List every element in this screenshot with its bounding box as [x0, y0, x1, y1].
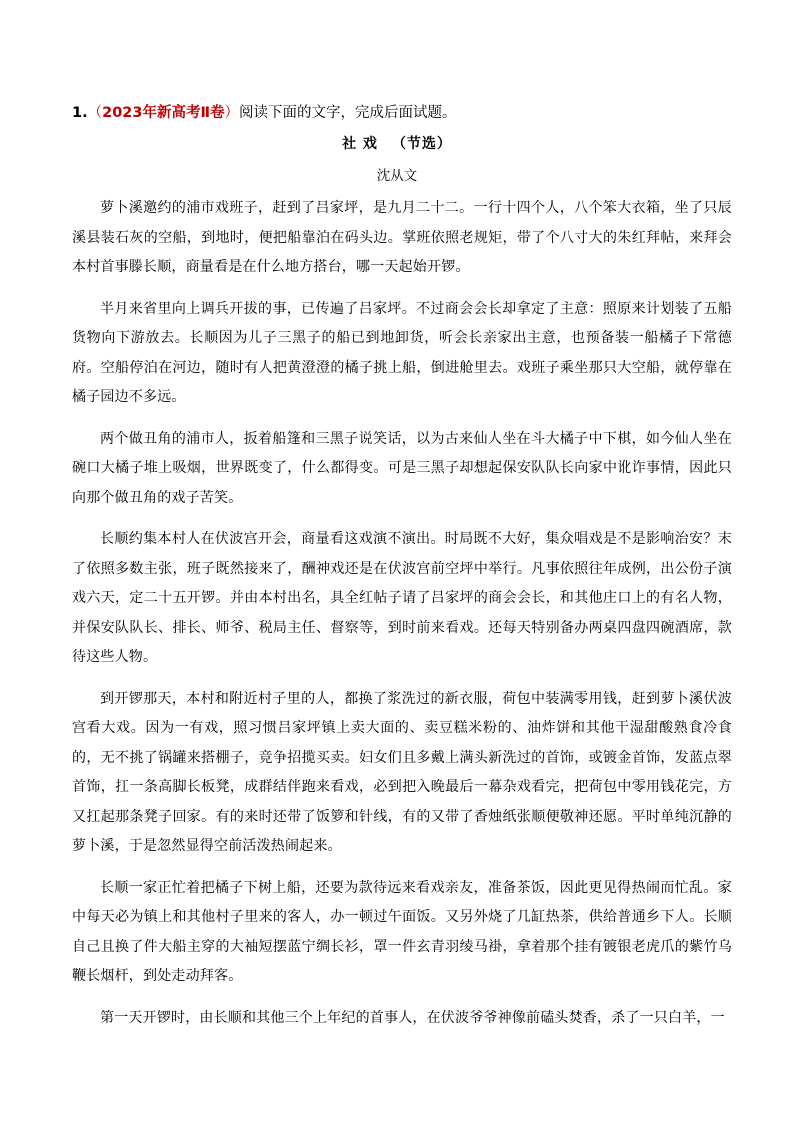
paragraph: 到开锣那天，本村和附近村子里的人，都换了浆洗过的新衣服，荷包中装满零用钱，赶到萝卜溪伏波宫看大戏。因为一有戏，照习惯吕家坪镇上卖大面的、卖豆糕米粉的、油炸饼和其他干湿甜酸熟食冷食的，无不挑了锅罐来搭棚子，竞争招揽买卖。妇女们且多戴上满头新洗过的首饰，或镀金首饰，发蓝点翠首饰，扛一条高脚长板凳，成群结伴跑来看戏，必到把入晚最后一幕杂戏看完，把荷包中零用钱花完，方又扛起那条凳子回家。有的来时还带了饭箩和针线，有的又带了香烛纸张顺便敬神还愿。平时单纯沉静的萝卜溪，于是忽然显得空前活泼热闹起来。	[72, 690, 732, 854]
question-source	[88, 105, 239, 121]
paragraph: 长顺一家正忙着把橘子下树上船，还要为款待远来看戏亲友，准备茶饭，因此更见得热闹而忙乱。家中每天必为镇上和其他村子里来的客人，办一顿过午面饭。又另外烧了几缸热茶，供给普通乡下人。长顺自己且换了件大船主穿的大袖短摆蓝宁绸长衫，罩一件玄青羽绫马褂，拿着那个挂有镀银老虎爪的紫竹乌鞭长烟杆，到处走动拜客。	[72, 879, 732, 984]
question-header	[72, 103, 732, 123]
source-open-paren: （	[87, 105, 103, 121]
paragraph: 第一天开锣时，由长顺和其他三个上年纪的首事人，在伏波爷爷神像前磕头焚香，杀了一只白羊，一	[100, 1009, 725, 1026]
source-close-paren: ）	[224, 105, 240, 121]
passage-author: 沈从文	[376, 168, 418, 184]
passage-title: 社 戏	[342, 136, 378, 152]
passage-subtitle: （节选）	[391, 136, 452, 152]
paragraph: 萝卜溪邀约的浦市戏班子，赶到了吕家坪，是九月二十二。一行十四个人，八个笨大衣箱，坐了只辰溪县装石灰的空船，到地时，便把船靠泊在码头边。掌班依照老规矩，带了个八寸大的朱红拜帖，来拜会本村首事滕长顺，商量看是在什么地方搭台，哪一天起始开锣。	[72, 200, 732, 275]
paragraph: 长顺约集本村人在伏波宫开会，商量看这戏演不演出。时局既不大好，集众唱戏是不是影响治安？末了依照多数主张，班子既然接来了，酬神戏还是在伏波宫前空坪中举行。凡事依照往年成例，出公份子演戏六天，定二十五开锣。并由本村出名，具全红帖子请了吕家坪的商会会长，和其他庄口上的有名人物，并保安队队长、排长、师爷、税局主任、督察等，到时前来看戏。还每天特别备办两桌四盘四碗酒席，款待这些人物。	[72, 531, 732, 665]
passage-title-line	[0, 134, 794, 154]
paragraph: 半月来省里向上调兵开拔的事，已传遍了吕家坪。不过商会会长却拿定了主意：照原来计划装了五船货物向下游放去。长顺因为儿子三黑子的船已到地卸货，听会长亲家出主意，也预备装一船橘子下常德府。空船停泊在河边，随时有人把黄澄澄的橘子挑上船，倒进舱里去。戏班子乘坐那只大空船，就停靠在橘子园边不多远。	[72, 300, 732, 405]
source-exam-name: 2023年新高考Ⅱ卷	[102, 105, 225, 121]
question-number: 1.	[72, 105, 88, 121]
paragraph: 两个做丑角的浦市人，扳着船篷和三黑子说笑话，以为古来仙人坐在斗大橘子中下棋，如今仙人坐在碗口大橘子堆上吸烟，世界既变了，什么都得变。可是三黑子却想起保安队队长向家中讹诈事情，因此只向那个做丑角的戏子苦笑。	[72, 430, 732, 506]
passage-body	[72, 194, 732, 1045]
question-instruction: 阅读下面的文字，完成后面试题。	[239, 105, 457, 121]
